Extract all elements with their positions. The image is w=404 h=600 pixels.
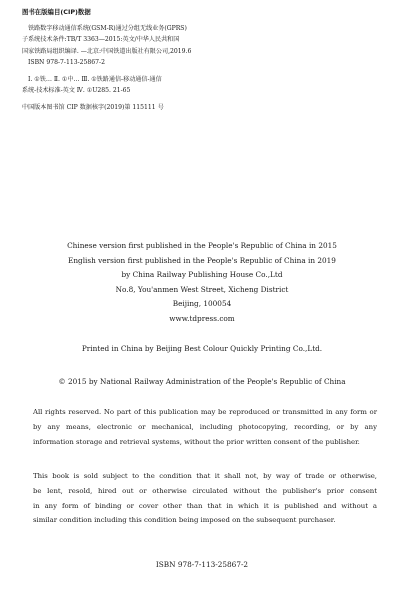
publisher-address: No.8, You'anmen West Street, Xicheng District [115,284,289,294]
cip-classification: 系统-技术标准-英文 Ⅳ. ①U285. 21-65 [22,87,131,95]
sale-condition-paragraph [33,469,377,528]
paragraph-line: by any means, electronic or mechanical, including photocopying, recording, or by any [33,422,377,431]
paragraph-line: This book is sold subject to the condition that it shall not, by way of trade or otherwise, [33,472,377,480]
paragraph-line: All rights reserved. No part of this publication may be reproduced or transmitted in any form or [33,408,377,416]
publication-info [0,239,404,327]
publication-line: Chinese version first published in the People's Republic of China in 2015 [67,241,337,250]
publication-line: English version first published in the People's Republic of China in 2019 [68,255,336,265]
publisher-city: Beijing, 100054 [172,299,232,309]
cip-record-number: 中国版本图书馆 CIP 数据核字(2019)第 115111 号 [22,104,164,112]
cip-isbn: ISBN 978-7-113-25867-2 [28,58,105,66]
cip-classification: Ⅰ. ①铁… Ⅱ. ①中… Ⅲ. ①铁路通信-移动通信-通信 [28,76,162,84]
cip-title-line: 子系统技术条件:TB/T 3363—2015:英文/中华人民共和国 [22,36,180,44]
printer-line: Printed in China by Beijing Best Colour Quickly Printing Co.,Ltd. [81,344,323,353]
cip-heading: 图书在版编目(CIP)数据 [22,8,91,16]
footer-isbn: ISBN 978-7-113-25867-2 [155,560,249,569]
publisher-name: by China Railway Publishing House Co.,Ltd [121,270,283,280]
cip-publisher-line: 国家铁路局组织编译. —北京:中国铁道出版社有限公司,2019.6 [22,47,192,55]
paragraph-line: information storage and retrieval systems, without the prior written consent of the publisher. [33,437,360,446]
cip-title-line: 铁路数字移动通信系统(GSM-R)通过分组无线业务(GPRS) [28,25,187,33]
paragraph-line: similar condition including this condition being imposed on the subsequent purchaser. [33,516,336,525]
paragraph-line: in any form of binding or cover other than that in which it is published and without a [33,501,377,510]
rights-paragraph [33,405,377,449]
copyright-notice: © 2015 by National Railway Administration of the People's Republic of China [58,377,346,386]
cip-data-block [22,7,392,114]
publisher-website: www.tdpress.com [169,313,235,323]
paragraph-line: be lent, resold, hired out or otherwise circulated without the publisher's prior consent [33,486,377,495]
